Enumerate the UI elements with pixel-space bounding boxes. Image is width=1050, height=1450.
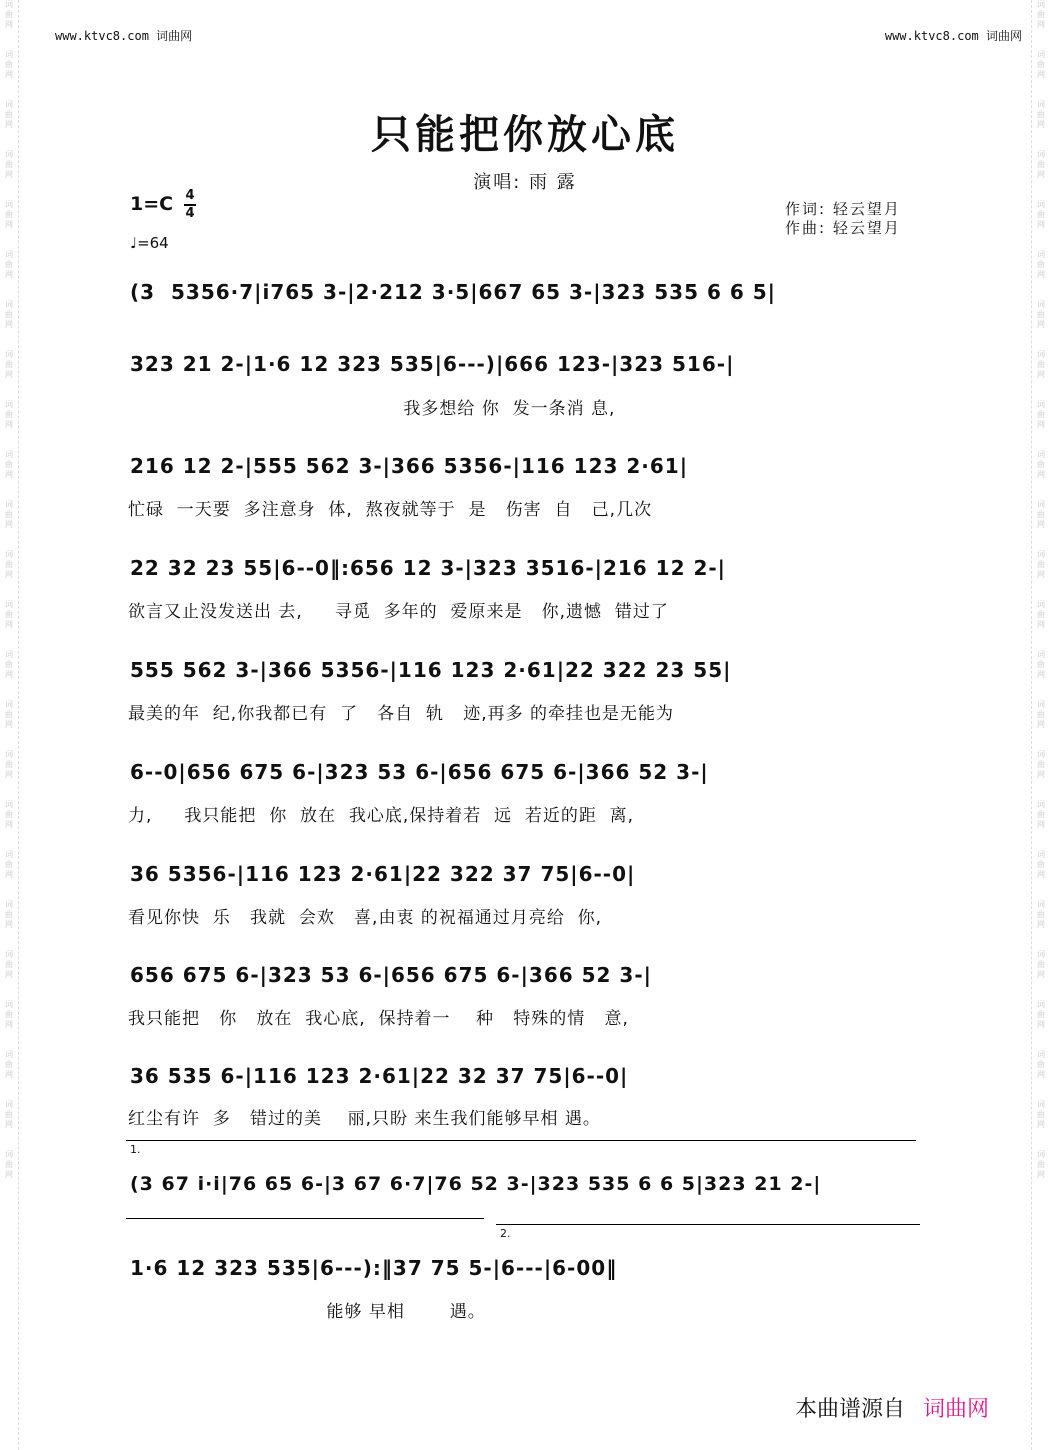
notation-line: 36 5356-|116 123 2·61|22 322 37 75|6--0| bbox=[130, 862, 636, 886]
lyric-line: 忙碌 一天要 多注意身 体, 熬夜就等于 是 伤害 自 己,几次 bbox=[128, 500, 653, 520]
volta-bracket-1 bbox=[126, 1140, 916, 1141]
source-text: 本曲谱源自 bbox=[795, 1397, 906, 1422]
lyric-line: 力, 我只能把 你 放在 我心底,保持着若 远 若近的距 离, bbox=[128, 806, 635, 826]
lyric-line: 我多想给 你 发一条消 息, bbox=[128, 399, 616, 419]
volta-label-1: 1. bbox=[130, 1143, 141, 1156]
volta-label-2: 2. bbox=[500, 1227, 511, 1240]
composer: 作曲: 轻云望月 bbox=[785, 219, 901, 237]
tempo-mark: ♩=64 bbox=[130, 234, 169, 252]
source-credit bbox=[795, 1392, 989, 1423]
site-url-left[interactable]: www.ktvc8.com 词曲网 bbox=[55, 29, 193, 43]
credits bbox=[785, 200, 901, 238]
notation-line: 656 675 6-|323 53 6-|656 675 6-|366 52 3-| bbox=[130, 963, 652, 987]
notation-line: (3 67 i·i|76 65 6-|3 67 6·7|76 52 3-|323 535 6 6 5|323 21 2-| bbox=[130, 1173, 822, 1195]
volta-bracket-2 bbox=[496, 1224, 920, 1225]
side-watermark-left: 词 曲 网 词 曲 网 词 曲 网 词 曲 网 词 曲 网 词 曲 网 词 曲 网 词 曲 网 词 曲 网 词 曲 网 词 曲 网 词 曲 网 词 曲 网 词 曲 网 词 曲 网 词 曲 网 词 曲 网 词 曲 网 词 曲 网 词 曲 网 词 曲 网 词 曲 网 词 曲 网 词 曲 网 bbox=[0, 0, 19, 1450]
lyric-line: 红尘有许 多 错过的美 丽,只盼 来生我们能够早相 遇。 bbox=[128, 1109, 601, 1129]
time-sig-top: 4 bbox=[185, 188, 195, 203]
lyric-line: 我只能把 你 放在 我心底, 保持着一 种 特殊的情 意, bbox=[128, 1009, 629, 1029]
notation-line: (3 5356·7|i765 3-|2·212 3·5|667 65 3-|323 535 6 6 5| bbox=[130, 280, 776, 304]
lyricist: 作词: 轻云望月 bbox=[785, 200, 901, 218]
time-signature bbox=[184, 188, 196, 222]
notation-line: 555 562 3-|366 5356-|116 123 2·61|22 322 23 55| bbox=[130, 658, 732, 682]
notation-line: 36 535 6-|116 123 2·61|22 32 37 75|6--0| bbox=[130, 1064, 629, 1088]
notation-line: 6--0|656 675 6-|323 53 6-|656 675 6-|366 52 3-| bbox=[130, 760, 709, 784]
time-sig-bottom: 4 bbox=[185, 206, 195, 221]
lyric-line: 看见你快 乐 我就 会欢 喜,由衷 的祝福通过月亮给 你, bbox=[128, 908, 603, 928]
notation-line: 216 12 2-|555 562 3-|366 5356-|116 123 2·61| bbox=[130, 454, 689, 478]
song-title: 只能把你放心底 bbox=[371, 111, 679, 158]
side-watermark-right: 词 曲 网 词 曲 网 词 曲 网 词 曲 网 词 曲 网 词 曲 网 词 曲 网 词 曲 网 词 曲 网 词 曲 网 词 曲 网 词 曲 网 词 曲 网 词 曲 网 词 曲 网 词 曲 网 词 曲 网 词 曲 网 词 曲 网 词 曲 网 词 曲 网 词 曲 网 词 曲 网 词 曲 网 bbox=[1031, 0, 1050, 1450]
singer-line: 演唱: 雨 露 bbox=[473, 172, 577, 193]
source-brand-link[interactable]: 词曲网 bbox=[923, 1397, 990, 1422]
key-signature: 1=C bbox=[130, 193, 174, 215]
volta-bracket-1-end bbox=[126, 1218, 484, 1219]
lyric-line: 能够 早相 遇。 bbox=[128, 1302, 486, 1322]
notation-line: 323 21 2-|1·6 12 323 535|6---)|666 123-|323 516-| bbox=[130, 352, 735, 376]
notation-line: 1·6 12 323 535|6---):‖37 75 5-|6---|6-00‖ bbox=[130, 1256, 618, 1280]
site-url-right[interactable]: www.ktvc8.com 词曲网 bbox=[884, 29, 1022, 43]
lyric-line: 欲言又止没发送出 去, 寻觅 多年的 爱原来是 你,遗憾 错过了 bbox=[128, 602, 669, 622]
notation-line: 22 32 23 55|6--0‖:656 12 3-|323 3516-|216 12 2-| bbox=[130, 556, 726, 580]
lyric-line: 最美的年 纪,你我都已有 了 各自 轨 迹,再多 的牵挂也是无能为 bbox=[128, 704, 675, 724]
